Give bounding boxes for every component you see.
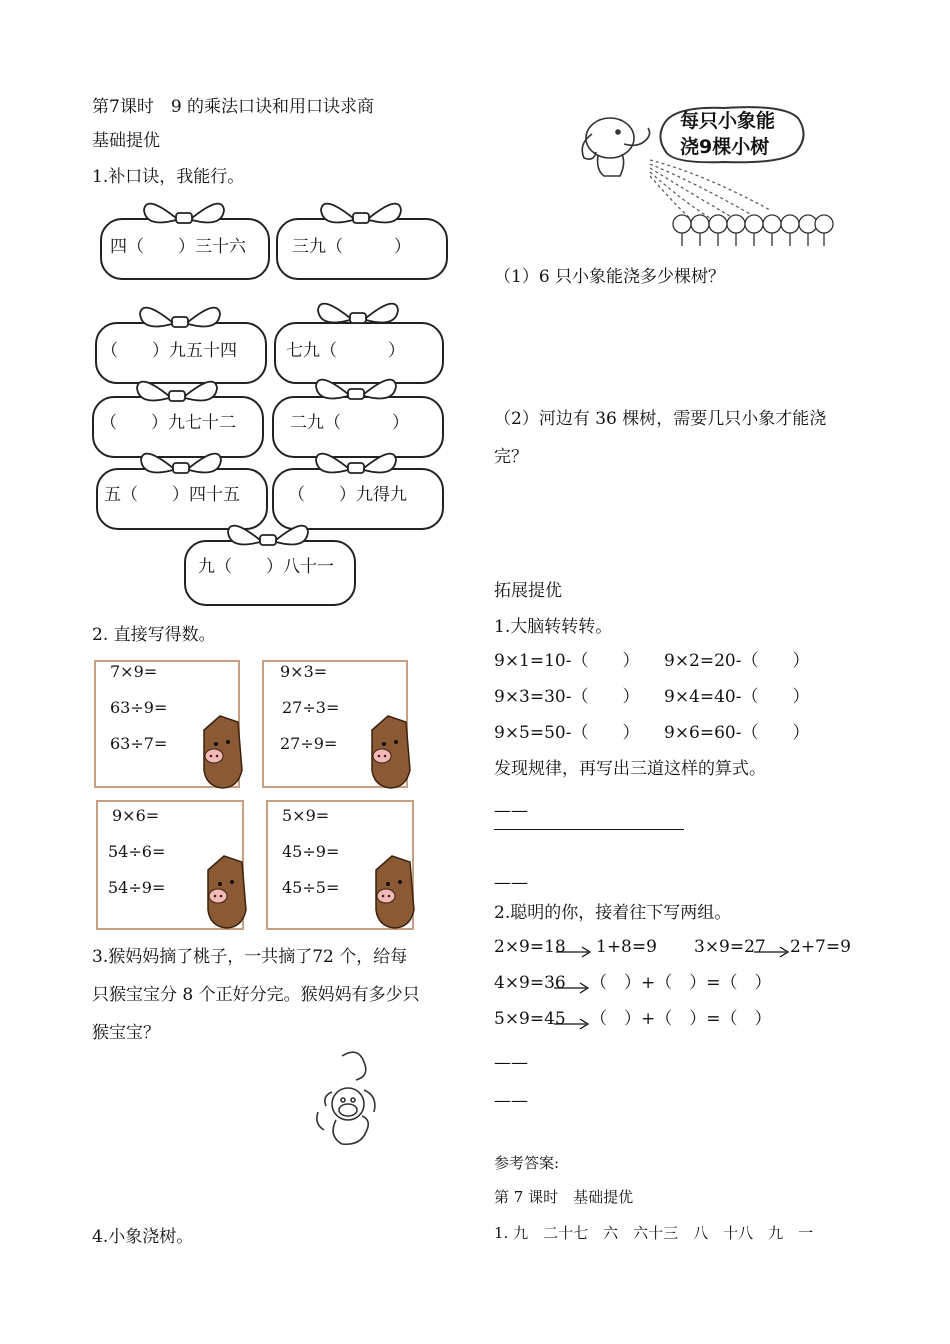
ext2-example1-left: 2×9=18: [494, 937, 566, 957]
q1-title: 1.补口诀，我能行。: [92, 167, 245, 187]
water-spray: [650, 160, 770, 220]
arrow-icon: [552, 980, 592, 994]
ext1-expr: 9×2=20-（ ）: [664, 651, 810, 671]
verse-text: 九（ ）八十一: [198, 557, 334, 577]
verse-text: 二九（ ）: [290, 413, 409, 433]
bow-icon: [141, 454, 221, 473]
trees-row: [673, 215, 833, 246]
lesson-title: 第7课时 9 的乘法口诀和用口诀求商: [92, 97, 375, 117]
bow-icon: [137, 382, 217, 401]
calc-item: 63÷7=: [110, 734, 168, 753]
elephant-icon: [582, 118, 649, 176]
elephant-sub1: （1）6 只小象能浇多少棵树？: [494, 267, 726, 287]
verse-text: 三九（ ）: [292, 237, 411, 257]
verse-text: （ ）九七十二: [100, 413, 236, 433]
ext2-title: 2.聪明的你，接着往下写两组。: [494, 903, 732, 923]
bow-decorations: [0, 0, 460, 620]
calc-item: 54÷6=: [108, 842, 166, 861]
calc-item: 7×9=: [110, 662, 158, 681]
bow-icon: [316, 380, 396, 399]
q4-title: 4.小象浇树。: [92, 1227, 194, 1247]
calc-item: 54÷9=: [108, 878, 166, 897]
arrow-icon: [552, 1016, 592, 1030]
ext1-dash: ——: [494, 801, 528, 821]
answers-line1: 1. 九 二十七 六 六十三 八 十八 九 一: [494, 1224, 814, 1242]
ext1-expr: 9×5=50-（ ）: [494, 723, 640, 743]
ext1-expr: 9×4=40-（ ）: [664, 687, 810, 707]
verse-text: 五（ ）四十五: [104, 485, 240, 505]
verse-text: 四（ ）三十六: [110, 237, 246, 257]
calc-item: 9×6=: [112, 806, 160, 825]
section-basic-heading: 基础提优: [92, 131, 160, 151]
ext1-rule: 发现规律，再写出三道这样的算式。: [494, 759, 766, 779]
pig-mascot-icon: [202, 852, 252, 932]
ext2-row2-left: 5×9=45: [494, 1009, 566, 1029]
answers-title: 参考答案:: [494, 1154, 560, 1172]
calc-item: 5×9=: [282, 806, 330, 825]
answers-lesson: 第 7 课时 基础提优: [494, 1188, 634, 1206]
ext2-dash: ——: [494, 1053, 528, 1073]
elephant-sub2-line1: （2）河边有 36 棵树，需要几只小象才能浇: [494, 409, 827, 429]
bubble-line1: 每只小象能: [680, 110, 776, 132]
q3-line2: 只猴宝宝分 8 个正好分完。猴妈妈有多少只: [92, 985, 420, 1005]
ext2-example1-right: 1+8=9: [596, 937, 657, 957]
pig-mascot-icon: [370, 852, 420, 932]
section-ext-heading: 拓展提优: [494, 581, 562, 601]
ext1-answer-line: [494, 829, 684, 830]
pig-mascot-icon: [366, 712, 416, 792]
verse-text: （ ）九得九: [288, 485, 407, 505]
calc-item: 63÷9=: [110, 698, 168, 717]
calc-item: 45÷9=: [282, 842, 340, 861]
ext2-dash: ——: [494, 1091, 528, 1111]
bubble-line2: 浇9棵小树: [680, 136, 770, 158]
bow-icon: [316, 454, 396, 473]
ext2-row2-blank: （ ）+（ ）=（ ）: [590, 1009, 772, 1029]
ext2-example2-right: 2+7=9: [790, 937, 851, 957]
bow-icon: [321, 204, 401, 223]
ext2-row1-blank: （ ）+（ ）=（ ）: [590, 973, 772, 993]
ext1-dash: ——: [494, 873, 528, 893]
arrow-icon: [554, 944, 594, 958]
ext2-row1-left: 4×9=36: [494, 973, 566, 993]
monkey-illustration-icon: [312, 1046, 392, 1150]
ext1-expr: 9×3=30-（ ）: [494, 687, 640, 707]
elephant-sub2-line2: 完？: [494, 447, 528, 467]
bow-icon: [228, 526, 308, 545]
q3-line3: 猴宝宝？: [92, 1023, 160, 1043]
calc-item: 9×3=: [280, 662, 328, 681]
pig-mascot-icon: [198, 712, 248, 792]
q2-title: 2. 直接写得数。: [92, 625, 216, 645]
ext1-expr: 9×1=10-（ ）: [494, 651, 640, 671]
bow-icon: [318, 304, 398, 323]
calc-item: 27÷3=: [282, 698, 340, 717]
calc-item: 45÷5=: [282, 878, 340, 897]
arrow-icon: [752, 944, 792, 958]
bow-icon: [140, 308, 220, 327]
ext2-example2-left: 3×9=27: [694, 937, 766, 957]
calc-item: 27÷9=: [280, 734, 338, 753]
q3-line1: 3.猴妈妈摘了桃子，一共摘了72 个，给每: [92, 947, 408, 967]
bow-icon: [144, 204, 224, 223]
verse-text: （ ）九五十四: [101, 341, 237, 361]
verse-text: 七九（ ）: [286, 341, 405, 361]
ext1-expr: 9×6=60-（ ）: [664, 723, 810, 743]
ext1-title: 1.大脑转转转。: [494, 617, 613, 637]
